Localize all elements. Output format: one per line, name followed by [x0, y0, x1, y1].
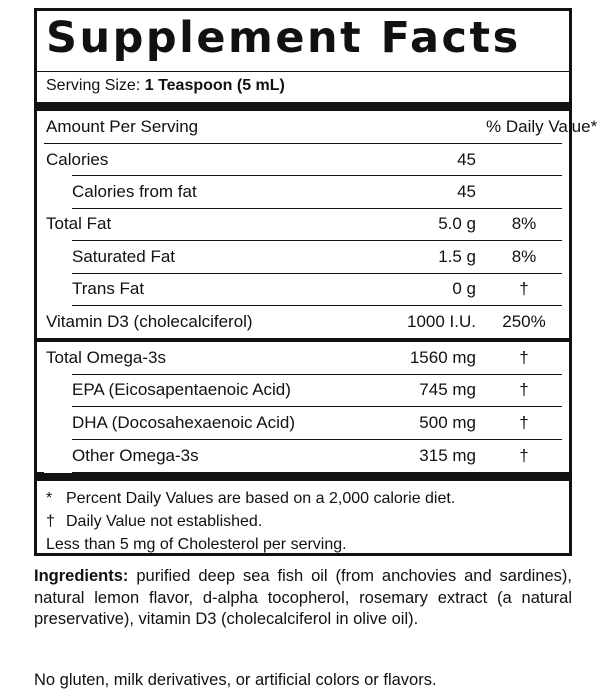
nutrient-daily-value: † [519, 279, 529, 299]
thick-divider [37, 102, 569, 111]
nutrient-daily-value: 8% [511, 246, 537, 266]
serving-size-label: Serving Size: [46, 77, 141, 94]
ingredients-statement [34, 566, 572, 631]
serving-size [44, 72, 562, 102]
thick-divider [37, 472, 569, 481]
nutrient-amount: 1.5 g [438, 246, 476, 266]
table-row [44, 176, 562, 208]
nutrient-name: Trans Fat [72, 279, 145, 299]
table-header [44, 111, 598, 144]
nutrient-daily-value: 8% [511, 214, 537, 234]
footnote-dagger [44, 510, 562, 533]
table-row [44, 440, 562, 472]
nutrient-amount: 500 mg [419, 412, 476, 432]
nutrient-daily-value: 250% [502, 312, 546, 332]
nutrient-amount: 45 [457, 149, 476, 169]
daily-value-header: % Daily Value* [486, 117, 598, 136]
table-row [44, 144, 562, 176]
table-row [44, 241, 562, 273]
nutrient-daily-value: † [519, 412, 529, 432]
nutrient-daily-value: † [519, 445, 529, 465]
nutrient-amount: 45 [457, 182, 476, 202]
serving-size-value: 1 Teaspoon (5 mL) [144, 77, 285, 94]
dagger-symbol: † [46, 512, 55, 530]
footnotes [44, 481, 562, 556]
footnote-text: Less than 5 mg of Cholesterol per serving. [46, 535, 347, 553]
supplement-facts-panel [34, 8, 598, 556]
nutrient-name: Vitamin D3 (cholecalciferol) [46, 312, 253, 332]
nutrient-amount: 5.0 g [438, 214, 476, 234]
table-row [44, 342, 562, 374]
nutrient-amount: 1560 mg [409, 348, 476, 368]
footnote-cholesterol [44, 533, 562, 556]
nutrient-name: Total Omega-3s [46, 348, 166, 368]
nutrient-name: DHA (Docosahexaenoic Acid) [72, 412, 296, 432]
table-row [44, 375, 562, 407]
table-row [44, 306, 562, 338]
nutrient-name: Calories from fat [72, 182, 197, 202]
nutrient-daily-value: † [519, 348, 529, 368]
nutrient-name: Total Fat [46, 214, 112, 234]
footnote-text: Percent Daily Values are based on a 2,000 calorie diet. [66, 489, 456, 507]
nutrient-name: Saturated Fat [72, 246, 176, 266]
nutrient-amount: 745 mg [419, 380, 476, 400]
footnote-text: Daily Value not established. [66, 512, 263, 530]
nutrient-name: Other Omega-3s [72, 445, 199, 465]
amount-per-serving-header: Amount Per Serving [46, 117, 199, 136]
table-row [44, 274, 562, 306]
table-row [44, 407, 562, 439]
panel-title: Supplement Facts [46, 13, 521, 63]
nutrient-name: Calories [46, 149, 109, 169]
nutrient-daily-value: † [519, 380, 529, 400]
free-from-statement: No gluten, milk derivatives, or artificial colors or flavors. [34, 671, 437, 689]
ingredients-text: purified deep sea fish oil (from anchovies and sardines), natural lemon flavor, d-alpha tocopherol, rosemary extract (a natural preservative), vitamin D3 (cholecalciferol in olive oil). [34, 567, 572, 628]
table-row [44, 209, 562, 241]
ingredients-label: Ingredients: [34, 567, 129, 585]
footnote-percent-daily-value [44, 487, 562, 510]
nutrient-amount: 0 g [452, 279, 476, 299]
asterisk-symbol: * [46, 489, 53, 507]
nutrient-name: EPA (Eicosapentaenoic Acid) [72, 380, 291, 400]
nutrient-amount: 315 mg [419, 445, 476, 465]
nutrient-amount: 1000 I.U. [407, 312, 476, 332]
